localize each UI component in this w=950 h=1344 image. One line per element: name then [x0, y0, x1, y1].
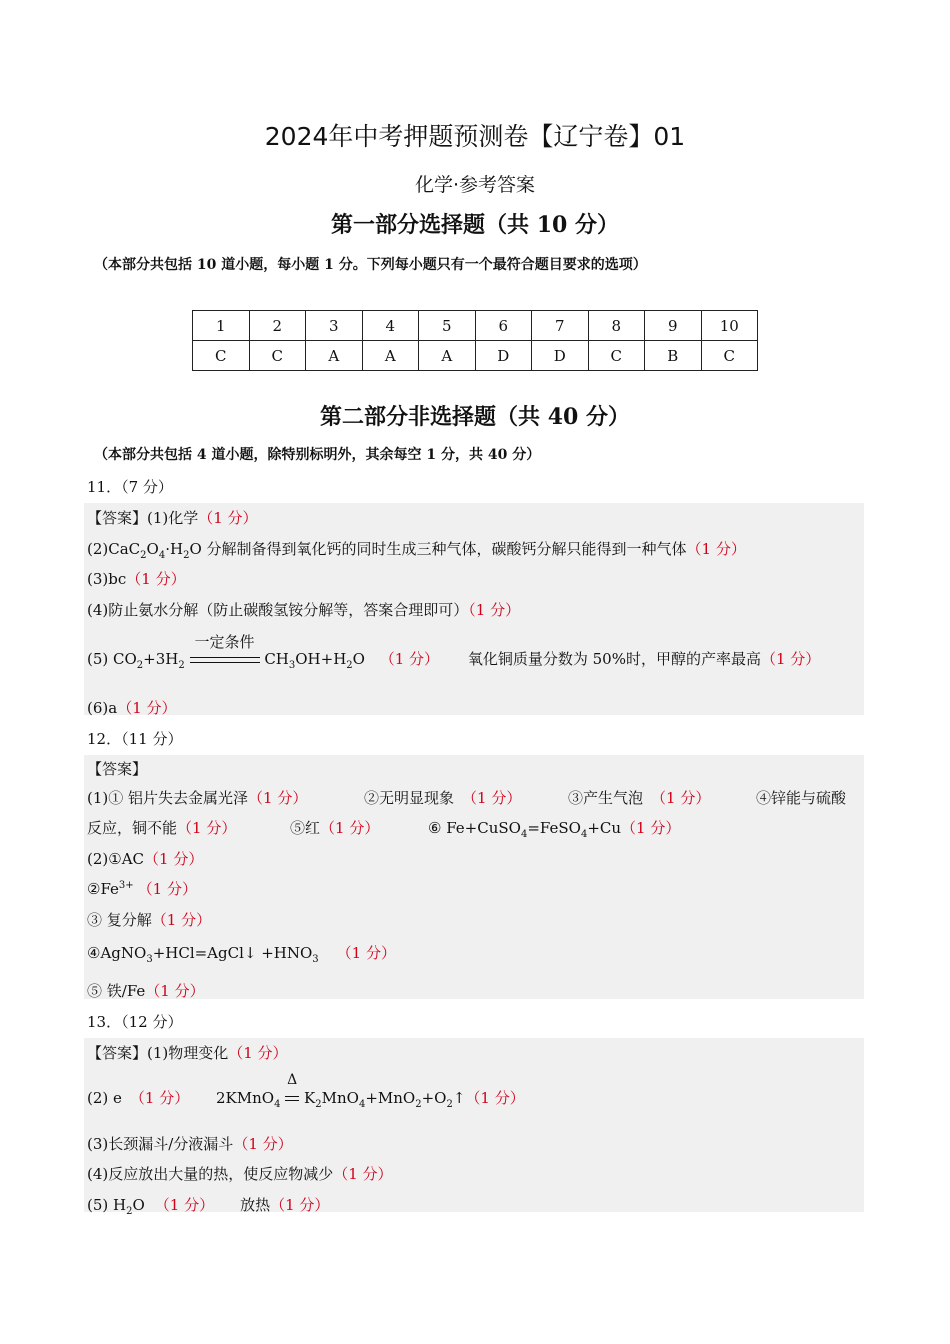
- q13-line-5: (5) $H_2O$ （1 分） 放热（1 分）: [87, 1196, 330, 1217]
- answer-letter: D: [532, 341, 589, 371]
- part1-heading: 第一部分选择题（共 10 分）: [331, 212, 619, 238]
- answer-number: 4: [362, 311, 419, 341]
- q12-line-5: $②Fe^{3+}$ （1 分）: [87, 880, 197, 898]
- answer-letter: C: [701, 341, 758, 371]
- q13-answer-block: [84, 1038, 864, 1212]
- q13-line-4: (4)反应放出大量的热，使反应物减少（1 分）: [87, 1165, 393, 1183]
- answer-letter: A: [306, 341, 363, 371]
- answer-number: 6: [475, 311, 532, 341]
- q12-line-2-d: ④锌能与硫酸: [756, 789, 847, 807]
- answer-letter: A: [362, 341, 419, 371]
- answer-number: 9: [645, 311, 702, 341]
- answer-table-answer-row: [193, 341, 758, 371]
- reaction-condition-equals: 一定条件: [190, 653, 260, 667]
- answer-number: 10: [701, 311, 758, 341]
- answer-number: 5: [419, 311, 476, 341]
- answer-number: 8: [588, 311, 645, 341]
- q12-line-8: ⑤ 铁/Fe（1 分）: [87, 982, 205, 1000]
- answer-letter: D: [475, 341, 532, 371]
- q11-line-4: (4)防止氨水分解（防止碳酸氢铵分解等，答案合理即可）（1 分）: [87, 601, 521, 619]
- part2-note: （本部分共包括 4 道小题，除特别标明外，其余每空 1 分，共 40 分）: [94, 447, 541, 463]
- q12-line-7: ④AgNO$_3$+HCl=AgCl↓ $+HNO_3$ （1 分）: [87, 944, 396, 965]
- answer-letter: B: [645, 341, 702, 371]
- q12-header: 12．（11 分）: [87, 730, 183, 748]
- answer-table: [192, 310, 758, 371]
- q11-line-2: $(2)CaC_2O_4\cdot H_2O$ 分解制备得到氧化钙的同时生成三种气体，碳酸钙分解只能得到一种气体（1 分）: [87, 540, 746, 561]
- q13-line-1: 【答案】(1)物理变化（1 分）: [87, 1044, 288, 1062]
- heating-condition-equals: Δ: [285, 1092, 299, 1106]
- part1-note: （本部分共包括 10 道小题，每小题 1 分。下列每小题只有一个最符合题目要求的选项）: [94, 257, 647, 273]
- q13-line-2-equation: 2KMnO$_4$ Δ $K_2MnO_4+MnO_2+O_2↑(1$ 分）: [216, 1072, 525, 1110]
- q12-line-4: (2)①AC（1 分）: [87, 850, 204, 868]
- page-subtitle: 化学·参考答案: [414, 174, 536, 196]
- q13-header: 13．（12 分）: [87, 1013, 183, 1031]
- answer-letter: C: [193, 341, 250, 371]
- q13-line-2: (2) e （1 分）: [87, 1089, 190, 1107]
- q12-line-2-c: ③产生气泡 （1 分）: [568, 789, 711, 807]
- answer-number: 3: [306, 311, 363, 341]
- q12-line-1: 【答案】: [87, 760, 148, 778]
- q12-line-3: 反应，铜不能（1 分）: [87, 819, 237, 837]
- q13-line-3: (3)长颈漏斗/分液漏斗（1 分）: [87, 1135, 293, 1153]
- answer-letter: C: [249, 341, 306, 371]
- part2-heading: 第二部分非选择题（共 40 分）: [320, 404, 630, 430]
- q11-line-1: 【答案】(1)化学（1 分）: [87, 509, 258, 527]
- answer-letter: C: [588, 341, 645, 371]
- q11-line-6: (6)a（1 分）: [87, 699, 177, 717]
- answer-number: 2: [249, 311, 306, 341]
- q12-line-2: (1)① 铝片失去金属光泽（1 分）: [87, 789, 308, 807]
- answer-number: 7: [532, 311, 589, 341]
- q12-line-3-c: ⑥ Fe+CuSO$_4$=FeSO$_4$+Cu（1 分）: [428, 819, 681, 840]
- q12-line-3-b: ⑤红（1 分）: [290, 819, 380, 837]
- q11-line-5: (5) $CO_2+3H_2$ 一定条件 $CH_3OH+H_2O$ （1 分） 氧化铜质量分数为 50%时，甲醇的产率最高（1 分）: [87, 633, 821, 671]
- q12-line-6: ③ 复分解（1 分）: [87, 911, 212, 929]
- answer-number: 1: [193, 311, 250, 341]
- page-title: 2024年中考押题预测卷【辽宁卷】01: [264, 122, 686, 151]
- answer-letter: A: [419, 341, 476, 371]
- q11-header: 11．（7 分）: [87, 478, 173, 496]
- q12-line-2-b: ②无明显现象 （1 分）: [364, 789, 522, 807]
- answer-table-number-row: [193, 311, 758, 341]
- q11-line-3: (3)bc（1 分）: [87, 570, 186, 588]
